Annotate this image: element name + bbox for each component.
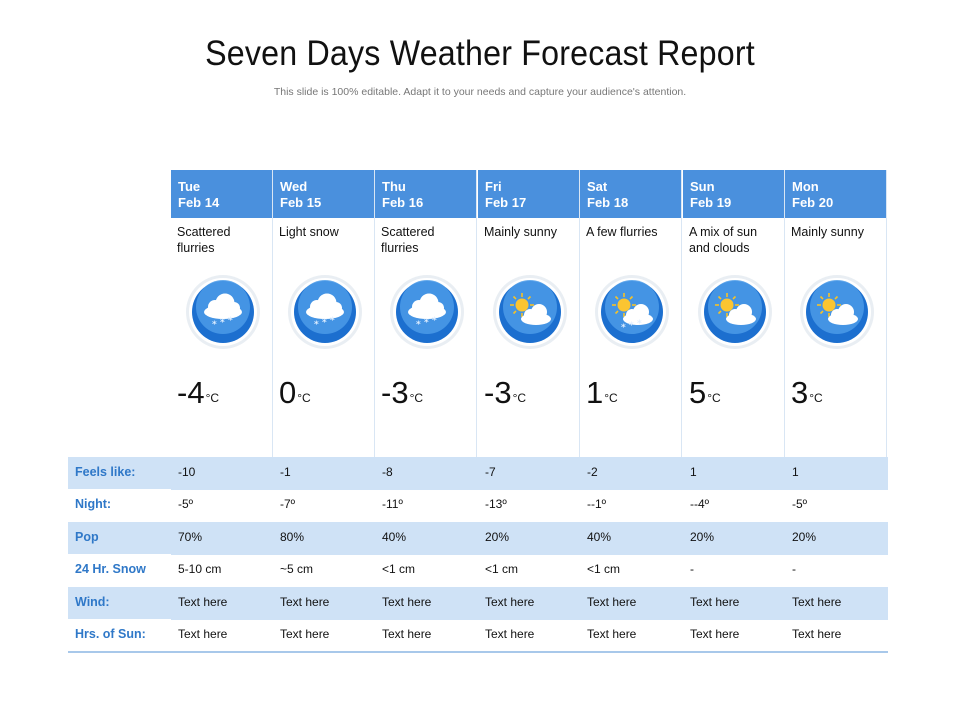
temperature xyxy=(177,373,219,413)
svg-text:*: * xyxy=(330,316,335,326)
table-row xyxy=(68,522,888,555)
table-cell: 5-10 cm xyxy=(178,562,222,576)
svg-text:*: * xyxy=(322,318,327,328)
sun-cloud-snow-icon xyxy=(594,274,670,350)
day-date: Feb 17 xyxy=(485,195,527,210)
table-cell: 20% xyxy=(485,530,510,544)
table-cell: Text here xyxy=(280,627,330,641)
table-cell: -13º xyxy=(485,497,507,511)
svg-text:*: * xyxy=(416,320,421,330)
table-cell: -5º xyxy=(178,497,194,511)
day-name: Fri xyxy=(485,179,502,194)
condition-text: Light snow xyxy=(279,225,339,239)
day-column-fri xyxy=(478,170,580,457)
table-bottom-border xyxy=(68,651,888,653)
table-cell: --4º xyxy=(690,497,710,511)
table-cell: -7 xyxy=(485,465,496,479)
table-cell: -11º xyxy=(382,497,403,511)
day-name: Tue xyxy=(178,179,201,194)
page-subtitle: This slide is 100% editable. Adapt it to your needs and capture your audience's attention. xyxy=(273,86,687,98)
day-name: Thu xyxy=(382,179,406,194)
temperature-unit: °C xyxy=(707,391,721,405)
day-header xyxy=(785,170,886,218)
svg-text:*: * xyxy=(629,321,634,331)
temperature-value: -4 xyxy=(177,375,205,410)
row-label: Wind: xyxy=(75,595,110,609)
table-cell: Text here xyxy=(382,595,432,609)
temperature-value: 3 xyxy=(791,375,809,410)
day-column-tue xyxy=(171,170,273,457)
condition-text: A mix of sun and clouds xyxy=(689,225,758,255)
day-date: Feb 16 xyxy=(382,195,424,210)
temperature-value: 5 xyxy=(689,375,707,410)
svg-text:*: * xyxy=(637,319,642,329)
table-cell: - xyxy=(792,562,796,576)
table-cell: ~5 cm xyxy=(280,562,314,576)
table-row xyxy=(68,587,888,620)
day-header xyxy=(683,170,784,218)
temperature xyxy=(689,373,721,413)
sun-cloud-icon xyxy=(697,274,773,350)
day-date: Feb 19 xyxy=(690,195,732,210)
condition-text: Scattered flurries xyxy=(177,225,231,255)
table-cell: Text here xyxy=(178,595,228,609)
table-cell: 70% xyxy=(178,530,203,544)
table-cell: Text here xyxy=(690,627,740,641)
cloud-snow-icon xyxy=(389,274,465,350)
day-header xyxy=(375,170,476,218)
svg-text:*: * xyxy=(424,318,429,328)
table-cell: <1 cm xyxy=(382,562,416,576)
table-cell: Text here xyxy=(485,627,535,641)
temperature-unit: °C xyxy=(205,391,220,405)
day-column-thu xyxy=(375,170,477,457)
day-header xyxy=(273,170,374,218)
day-header xyxy=(478,170,579,218)
table-cell: 20% xyxy=(792,530,817,544)
table-cell: Text here xyxy=(587,595,637,609)
sun-cloud-icon xyxy=(492,274,568,350)
svg-text:*: * xyxy=(621,323,626,333)
temperature-unit: °C xyxy=(512,391,527,405)
temperature-value: 0 xyxy=(279,375,297,410)
day-column-mon xyxy=(785,170,887,457)
sun-cloud-icon xyxy=(799,274,875,350)
row-label: Hrs. of Sun: xyxy=(75,627,146,641)
table-cell: -10 xyxy=(178,465,196,479)
row-label: Night: xyxy=(75,497,112,511)
condition-text: Mainly sunny xyxy=(484,225,557,239)
svg-text:*: * xyxy=(212,320,217,330)
table-cell: Text here xyxy=(178,627,228,641)
day-column-sun xyxy=(683,170,785,457)
table-cell: Text here xyxy=(587,627,637,641)
table-cell: - xyxy=(690,562,694,576)
temperature xyxy=(381,373,423,413)
condition-text: Mainly sunny xyxy=(791,225,864,239)
row-label: 24 Hr. Snow xyxy=(75,562,146,576)
day-date: Feb 18 xyxy=(587,195,629,210)
svg-text:*: * xyxy=(220,318,225,328)
table-cell: -1 xyxy=(280,465,291,479)
svg-text:*: * xyxy=(432,316,437,326)
temperature-unit: °C xyxy=(297,391,311,405)
day-column-sat xyxy=(580,170,682,457)
table-cell: 40% xyxy=(382,530,407,544)
temperature-unit: °C xyxy=(604,391,618,405)
temperature-value: -3 xyxy=(381,375,409,410)
table-row xyxy=(68,457,888,490)
table-cell: 80% xyxy=(280,530,305,544)
day-date: Feb 20 xyxy=(792,195,834,210)
temperature-unit: °C xyxy=(809,391,823,405)
table-cell: <1 cm xyxy=(485,562,519,576)
table-cell: 1 xyxy=(792,465,799,479)
temperature-value: 1 xyxy=(586,375,604,410)
table-cell: Text here xyxy=(792,595,842,609)
svg-text:*: * xyxy=(314,320,319,330)
table-row xyxy=(68,489,888,522)
table-cell: -7º xyxy=(280,497,296,511)
day-column-wed xyxy=(273,170,375,457)
day-date: Feb 15 xyxy=(280,195,322,210)
temperature xyxy=(791,373,823,413)
day-name: Mon xyxy=(792,179,819,194)
temperature xyxy=(484,373,526,413)
table-cell: --1º xyxy=(587,497,607,511)
table-cell: -5º xyxy=(792,497,808,511)
table-row xyxy=(68,619,888,652)
page-title: Seven Days Weather Forecast Report xyxy=(205,34,755,73)
svg-text:*: * xyxy=(228,316,233,326)
table-cell: Text here xyxy=(690,595,740,609)
table-cell: 20% xyxy=(690,530,715,544)
table-cell: Text here xyxy=(485,595,535,609)
table-cell: <1 cm xyxy=(587,562,621,576)
row-label: Feels like: xyxy=(75,465,136,479)
table-row xyxy=(68,554,888,587)
temperature-unit: °C xyxy=(409,391,424,405)
table-cell: Text here xyxy=(280,595,330,609)
table-cell: -8 xyxy=(382,465,393,479)
day-header xyxy=(580,170,681,218)
table-cell: Text here xyxy=(382,627,432,641)
day-name: Sat xyxy=(587,179,608,194)
cloud-snow-icon xyxy=(185,274,261,350)
day-name: Sun xyxy=(690,179,715,194)
table-cell: Text here xyxy=(792,627,842,641)
row-label: Pop xyxy=(75,530,99,544)
day-header xyxy=(171,170,272,218)
temperature xyxy=(279,373,311,413)
day-date: Feb 14 xyxy=(178,195,220,210)
condition-text: Scattered flurries xyxy=(381,225,435,255)
day-name: Wed xyxy=(280,179,308,194)
table-cell: 1 xyxy=(690,465,697,479)
temperature-value: -3 xyxy=(484,375,512,410)
table-cell: 40% xyxy=(587,530,612,544)
condition-text: A few flurries xyxy=(586,225,658,239)
temperature xyxy=(586,373,618,413)
cloud-snow-icon xyxy=(287,274,363,350)
table-cell: -2 xyxy=(587,465,598,479)
